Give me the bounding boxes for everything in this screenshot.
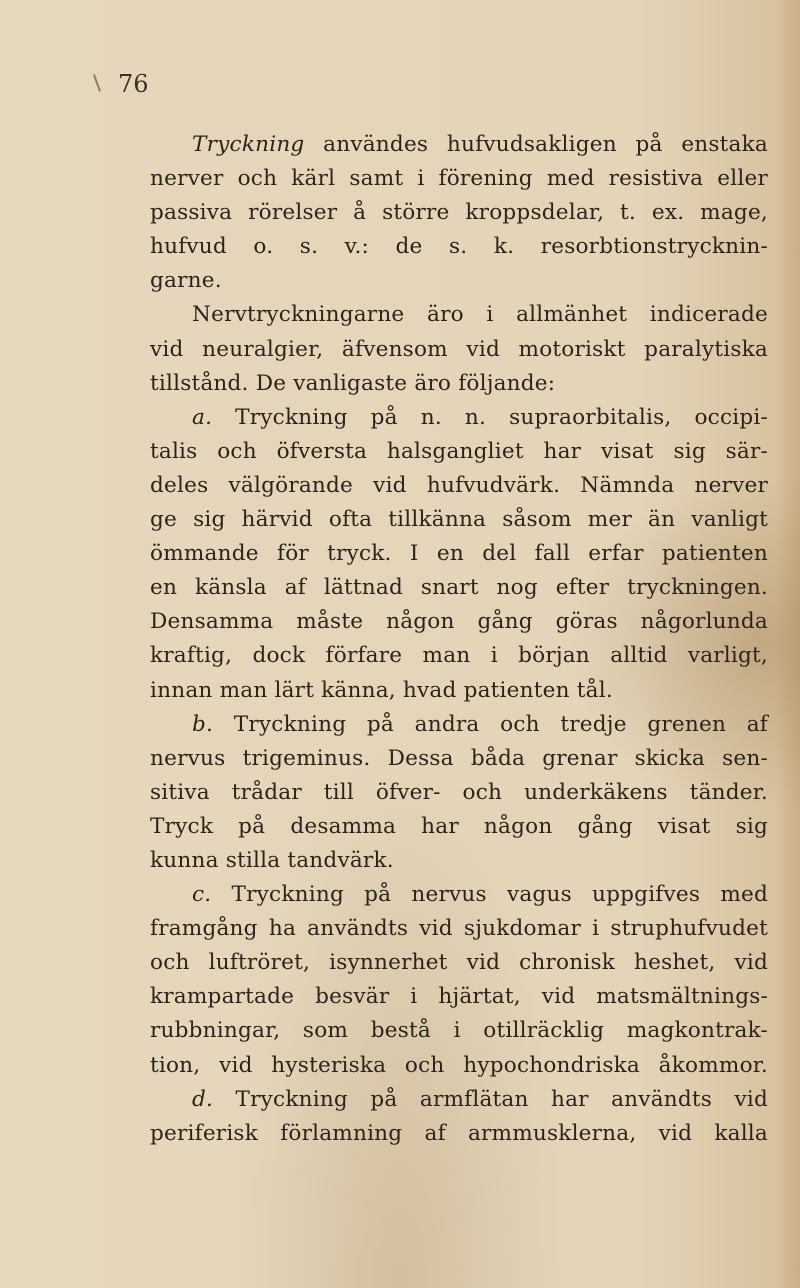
- text-line: [150, 1117, 768, 1151]
- text-line: [150, 844, 768, 878]
- italic-lead: b.: [192, 711, 214, 737]
- text-line: [150, 435, 768, 469]
- line-text: rubbningar, som bestå i otillräcklig magkontrak-: [150, 1018, 768, 1044]
- body-text: [150, 128, 768, 1151]
- line-text: kraftig, dock förfare man i början alltid varligt,: [150, 643, 768, 669]
- line-text: tion, vid hysteriska och hypochondriska åkommor.: [150, 1052, 768, 1078]
- line-text: deles välgörande vid hufvudvärk. Nämnda nerver: [150, 472, 768, 498]
- line-text: ömmande för tryck. I en del fall erfar patienten: [150, 541, 768, 567]
- line-text: hufvud o. s. v.: de s. k. resorbtionstrycknin-: [150, 234, 768, 260]
- text-line: [150, 776, 768, 810]
- text-line: [150, 674, 768, 708]
- text-line: [150, 810, 768, 844]
- line-text: nervus trigeminus. Dessa båda grenar skicka sen-: [150, 745, 768, 771]
- page-number: 76: [118, 70, 149, 98]
- text-line: [150, 469, 768, 503]
- line-text: innan man lärt känna, hvad patienten tål.: [150, 677, 613, 703]
- line-text: nerver och kärl samt i förening med resistiva eller: [150, 166, 768, 192]
- text-line: [150, 1049, 768, 1083]
- line-text: krampartade besvär i hjärtat, vid matsmältnings-: [150, 984, 768, 1010]
- text-line: [150, 708, 768, 742]
- text-line: [150, 333, 768, 367]
- line-text: ge sig härvid ofta tillkänna såsom mer än vanligt: [150, 507, 768, 533]
- italic-lead: c.: [192, 882, 212, 908]
- line-text: framgång ha användts vid sjukdomar i struphufvudet: [150, 916, 768, 942]
- line-text: garne.: [150, 268, 222, 294]
- line-text: användes hufvudsakligen på enstaka: [304, 132, 768, 157]
- italic-lead: a.: [192, 404, 213, 430]
- text-line: [150, 401, 768, 435]
- margin-mark: [93, 74, 101, 92]
- line-text: Tryckning på n. n. supraorbitalis, occipi-: [212, 404, 768, 430]
- line-text: Tryckning på armflätan har användts vid: [213, 1086, 768, 1112]
- text-line: [150, 128, 768, 162]
- line-text: och luftröret, isynnerhet vid chronisk heshet, vid: [150, 950, 768, 976]
- line-text: sitiva trådar till öfver- och underkäkens tänder.: [150, 779, 768, 805]
- line-text: Nervtryckningarne äro i allmänhet indicerade: [192, 302, 768, 328]
- line-text: Tryckning på andra och tredje grenen af: [213, 711, 768, 737]
- text-line: [150, 1014, 768, 1048]
- text-line: [150, 742, 768, 776]
- text-line: [150, 980, 768, 1014]
- line-text: Tryckning på nervus vagus uppgifves med: [211, 882, 768, 908]
- text-line: [150, 298, 768, 332]
- line-text: passiva rörelser å större kroppsdelar, t. ex. mage,: [150, 200, 768, 226]
- italic-lead: Tryckning: [192, 132, 305, 157]
- text-line: [150, 367, 768, 401]
- text-line: [150, 1083, 768, 1117]
- text-line: [150, 264, 768, 298]
- text-line: [150, 503, 768, 537]
- line-text: en känsla af lättnad snart nog efter tryckningen.: [150, 575, 768, 601]
- text-line: [150, 196, 768, 230]
- line-text: talis och öfversta halsgangliet har visat sig sär-: [150, 438, 768, 464]
- line-text: Densamma måste någon gång göras någorlunda: [150, 609, 768, 635]
- line-text: Tryck på desamma har någon gång visat sig: [150, 813, 768, 839]
- line-text: vid neuralgier, äfvensom vid motoriskt paralytiska: [150, 336, 768, 362]
- italic-lead: d.: [192, 1086, 214, 1112]
- text-line: [150, 639, 768, 673]
- text-line: [150, 605, 768, 639]
- line-text: tillstånd. De vanligaste äro följande:: [150, 370, 556, 396]
- line-text: kunna stilla tandvärk.: [150, 847, 394, 873]
- text-line: [150, 230, 768, 264]
- text-line: [150, 878, 768, 912]
- text-line: [150, 912, 768, 946]
- text-line: [150, 162, 768, 196]
- line-text: periferisk förlamning af armmusklerna, vid kalla: [150, 1120, 768, 1146]
- text-line: [150, 946, 768, 980]
- text-line: [150, 571, 768, 605]
- text-line: [150, 537, 768, 571]
